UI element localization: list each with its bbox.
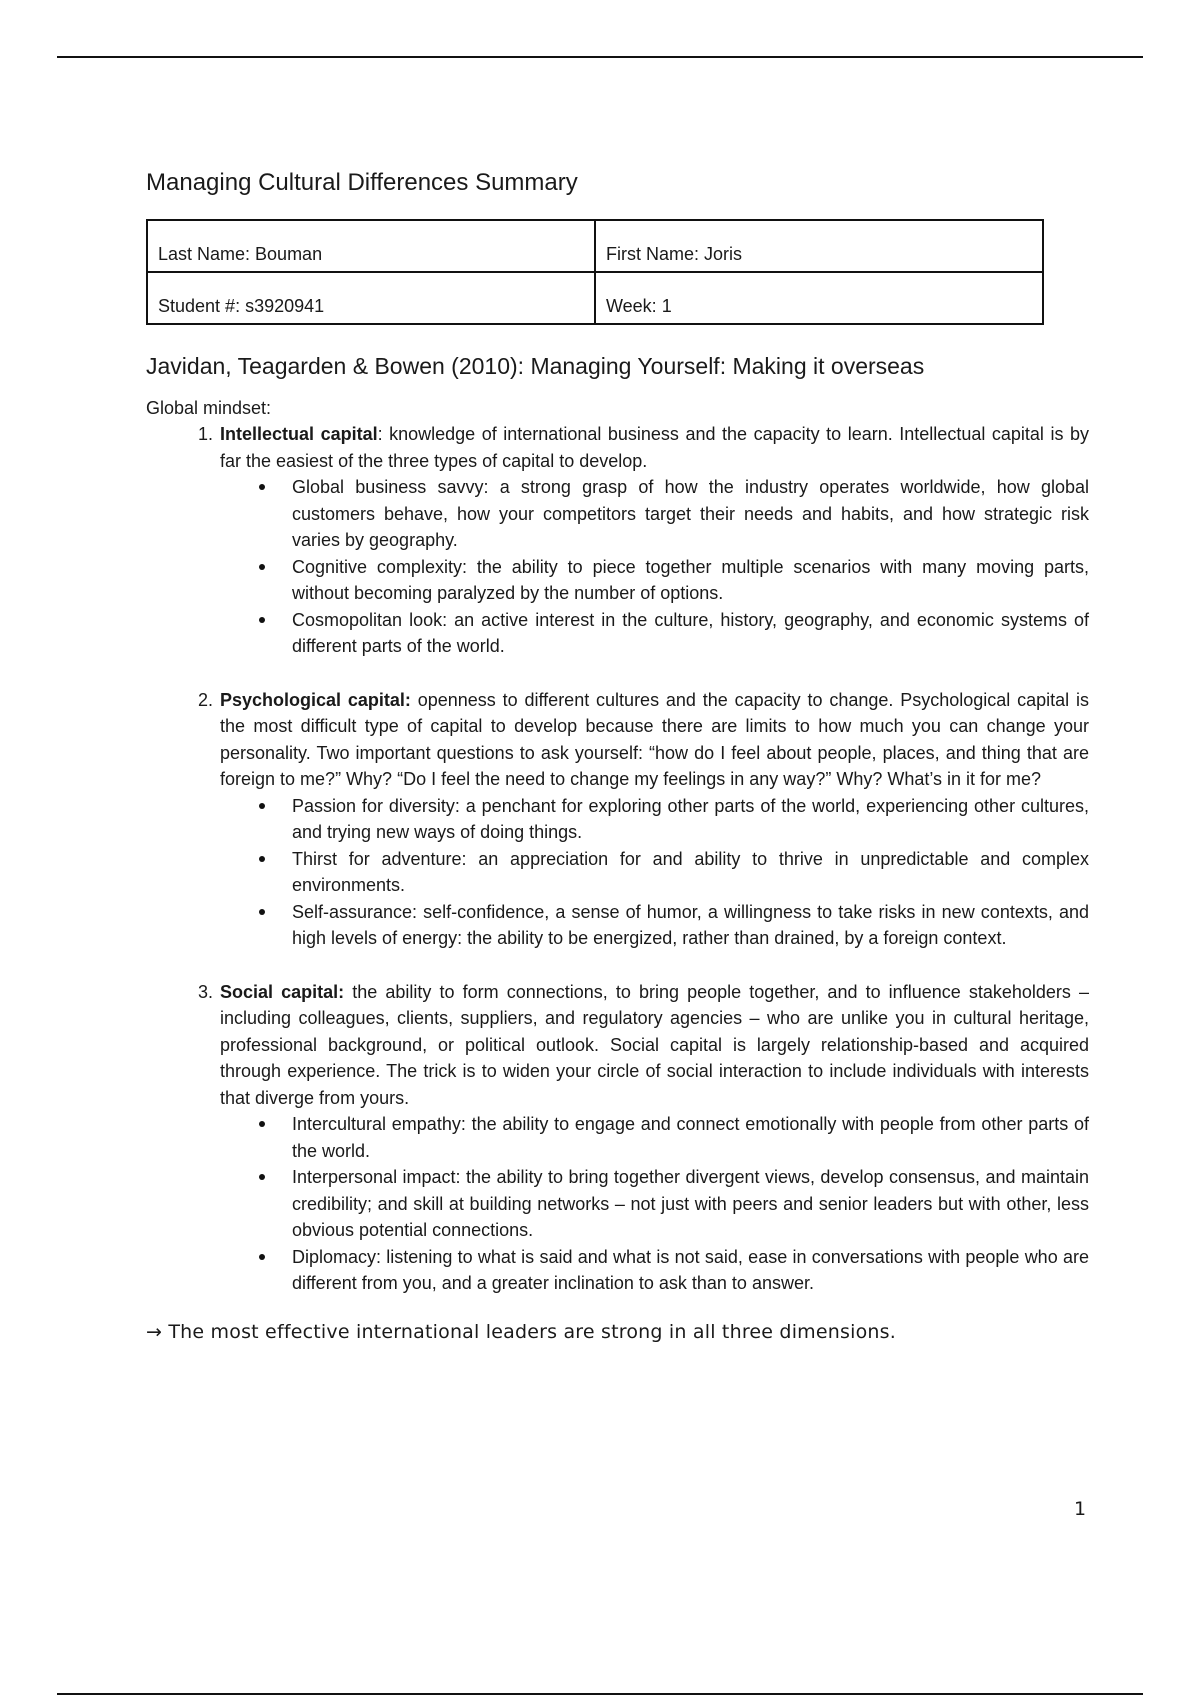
capital-term: Social capital:: [220, 981, 345, 1002]
list-item: Thirst for adventure: an appreciation for and ability to thrive in unpredictable and complex environments.: [292, 846, 1089, 899]
footer-rule: [57, 1693, 1143, 1695]
list-item: Cosmopolitan look: an active interest in the culture, history, geography, and economic systems of different parts of the world.: [292, 607, 1089, 660]
source-heading: Javidan, Teagarden & Bowen (2010): Managing Yourself: Making it overseas: [146, 353, 925, 379]
capitals-list: [146, 421, 1089, 1297]
capital-term: Intellectual capital: [220, 424, 378, 444]
first-name-cell: First Name: Joris: [595, 220, 1043, 272]
list-item: Cognitive complexity: the ability to piece together multiple scenarios with many moving parts, without becoming paralyzed by the number of options.: [292, 554, 1089, 607]
document-title: Managing Cultural Differences Summary: [146, 169, 578, 196]
capital-item-social: [218, 979, 1089, 1297]
student-number-cell: Student #: s3920941: [147, 272, 595, 324]
table-row: [147, 272, 1043, 324]
conclusion-text: → The most effective international leaders are strong in all three dimensions.: [146, 1320, 896, 1343]
list-item: Diplomacy: listening to what is said and what is not said, ease in conversations with people who are different from you, and a greater inclination to ask than to answer.: [292, 1244, 1089, 1297]
capital-term: Psychological capital:: [220, 689, 411, 710]
last-name-cell: Last Name: Bouman: [147, 220, 595, 272]
page-number: 1: [1074, 1498, 1087, 1520]
document-body: [146, 168, 1089, 1345]
capital-description: : knowledge of international business and the capacity to learn. Intellectual capital is by far the easiest of the three types of capital to develop.: [220, 424, 1089, 471]
list-item: Intercultural empathy: the ability to engage and connect emotionally with people from other parts of the world.: [292, 1111, 1089, 1164]
week-cell: Week: 1: [595, 272, 1043, 324]
capital-description: openness to different cultures and the capacity to change. Psychological capital is the most difficult type of capital to develop because there are limits to how much you can change your personality. Two important questions to ask yourself: “how do I feel about people, places, and thing that are foreign to me?” Why? “Do I feel the need to change my feelings in any way?” Why? What’s in it for me?: [220, 689, 1089, 789]
capital-item-psychological: [218, 687, 1089, 952]
list-item: Self-assurance: self-confidence, a sense of humor, a willingness to take risks in new contexts, and high levels of energy: the ability to be energized, rather than drained, by a foreign context.: [292, 899, 1089, 952]
capital-item-intellectual: [218, 421, 1089, 660]
bullet-list: [220, 793, 1089, 952]
header-rule: [57, 56, 1143, 58]
bullet-list: [220, 474, 1089, 660]
list-item: Global business savvy: a strong grasp of how the industry operates worldwide, how global customers behave, how your competitors target their needs and habits, and how strategic risk varies by geography.: [292, 474, 1089, 554]
table-row: [147, 220, 1043, 272]
list-item: Interpersonal impact: the ability to bring together divergent views, develop consensus, and maintain credibility; and skill at building networks – not just with peers and senior leaders but with other, less obvious potential connections.: [292, 1164, 1089, 1244]
list-item: Passion for diversity: a penchant for exploring other parts of the world, experiencing other cultures, and trying new ways of doing things.: [292, 793, 1089, 846]
capital-description: the ability to form connections, to bring people together, and to influence stakeholders – including colleagues, clients, suppliers, and regulatory agencies – who are unlike you in cultural heritage, professional background, or political outlook. Social capital is largely relationship-based and acquired through experience. The trick is to widen your circle of social interaction to include individuals with interests that diverge from yours.: [220, 981, 1090, 1108]
student-info-table: [146, 219, 1044, 325]
intro-text: Global mindset:: [146, 398, 272, 418]
bullet-list: [220, 1111, 1089, 1297]
